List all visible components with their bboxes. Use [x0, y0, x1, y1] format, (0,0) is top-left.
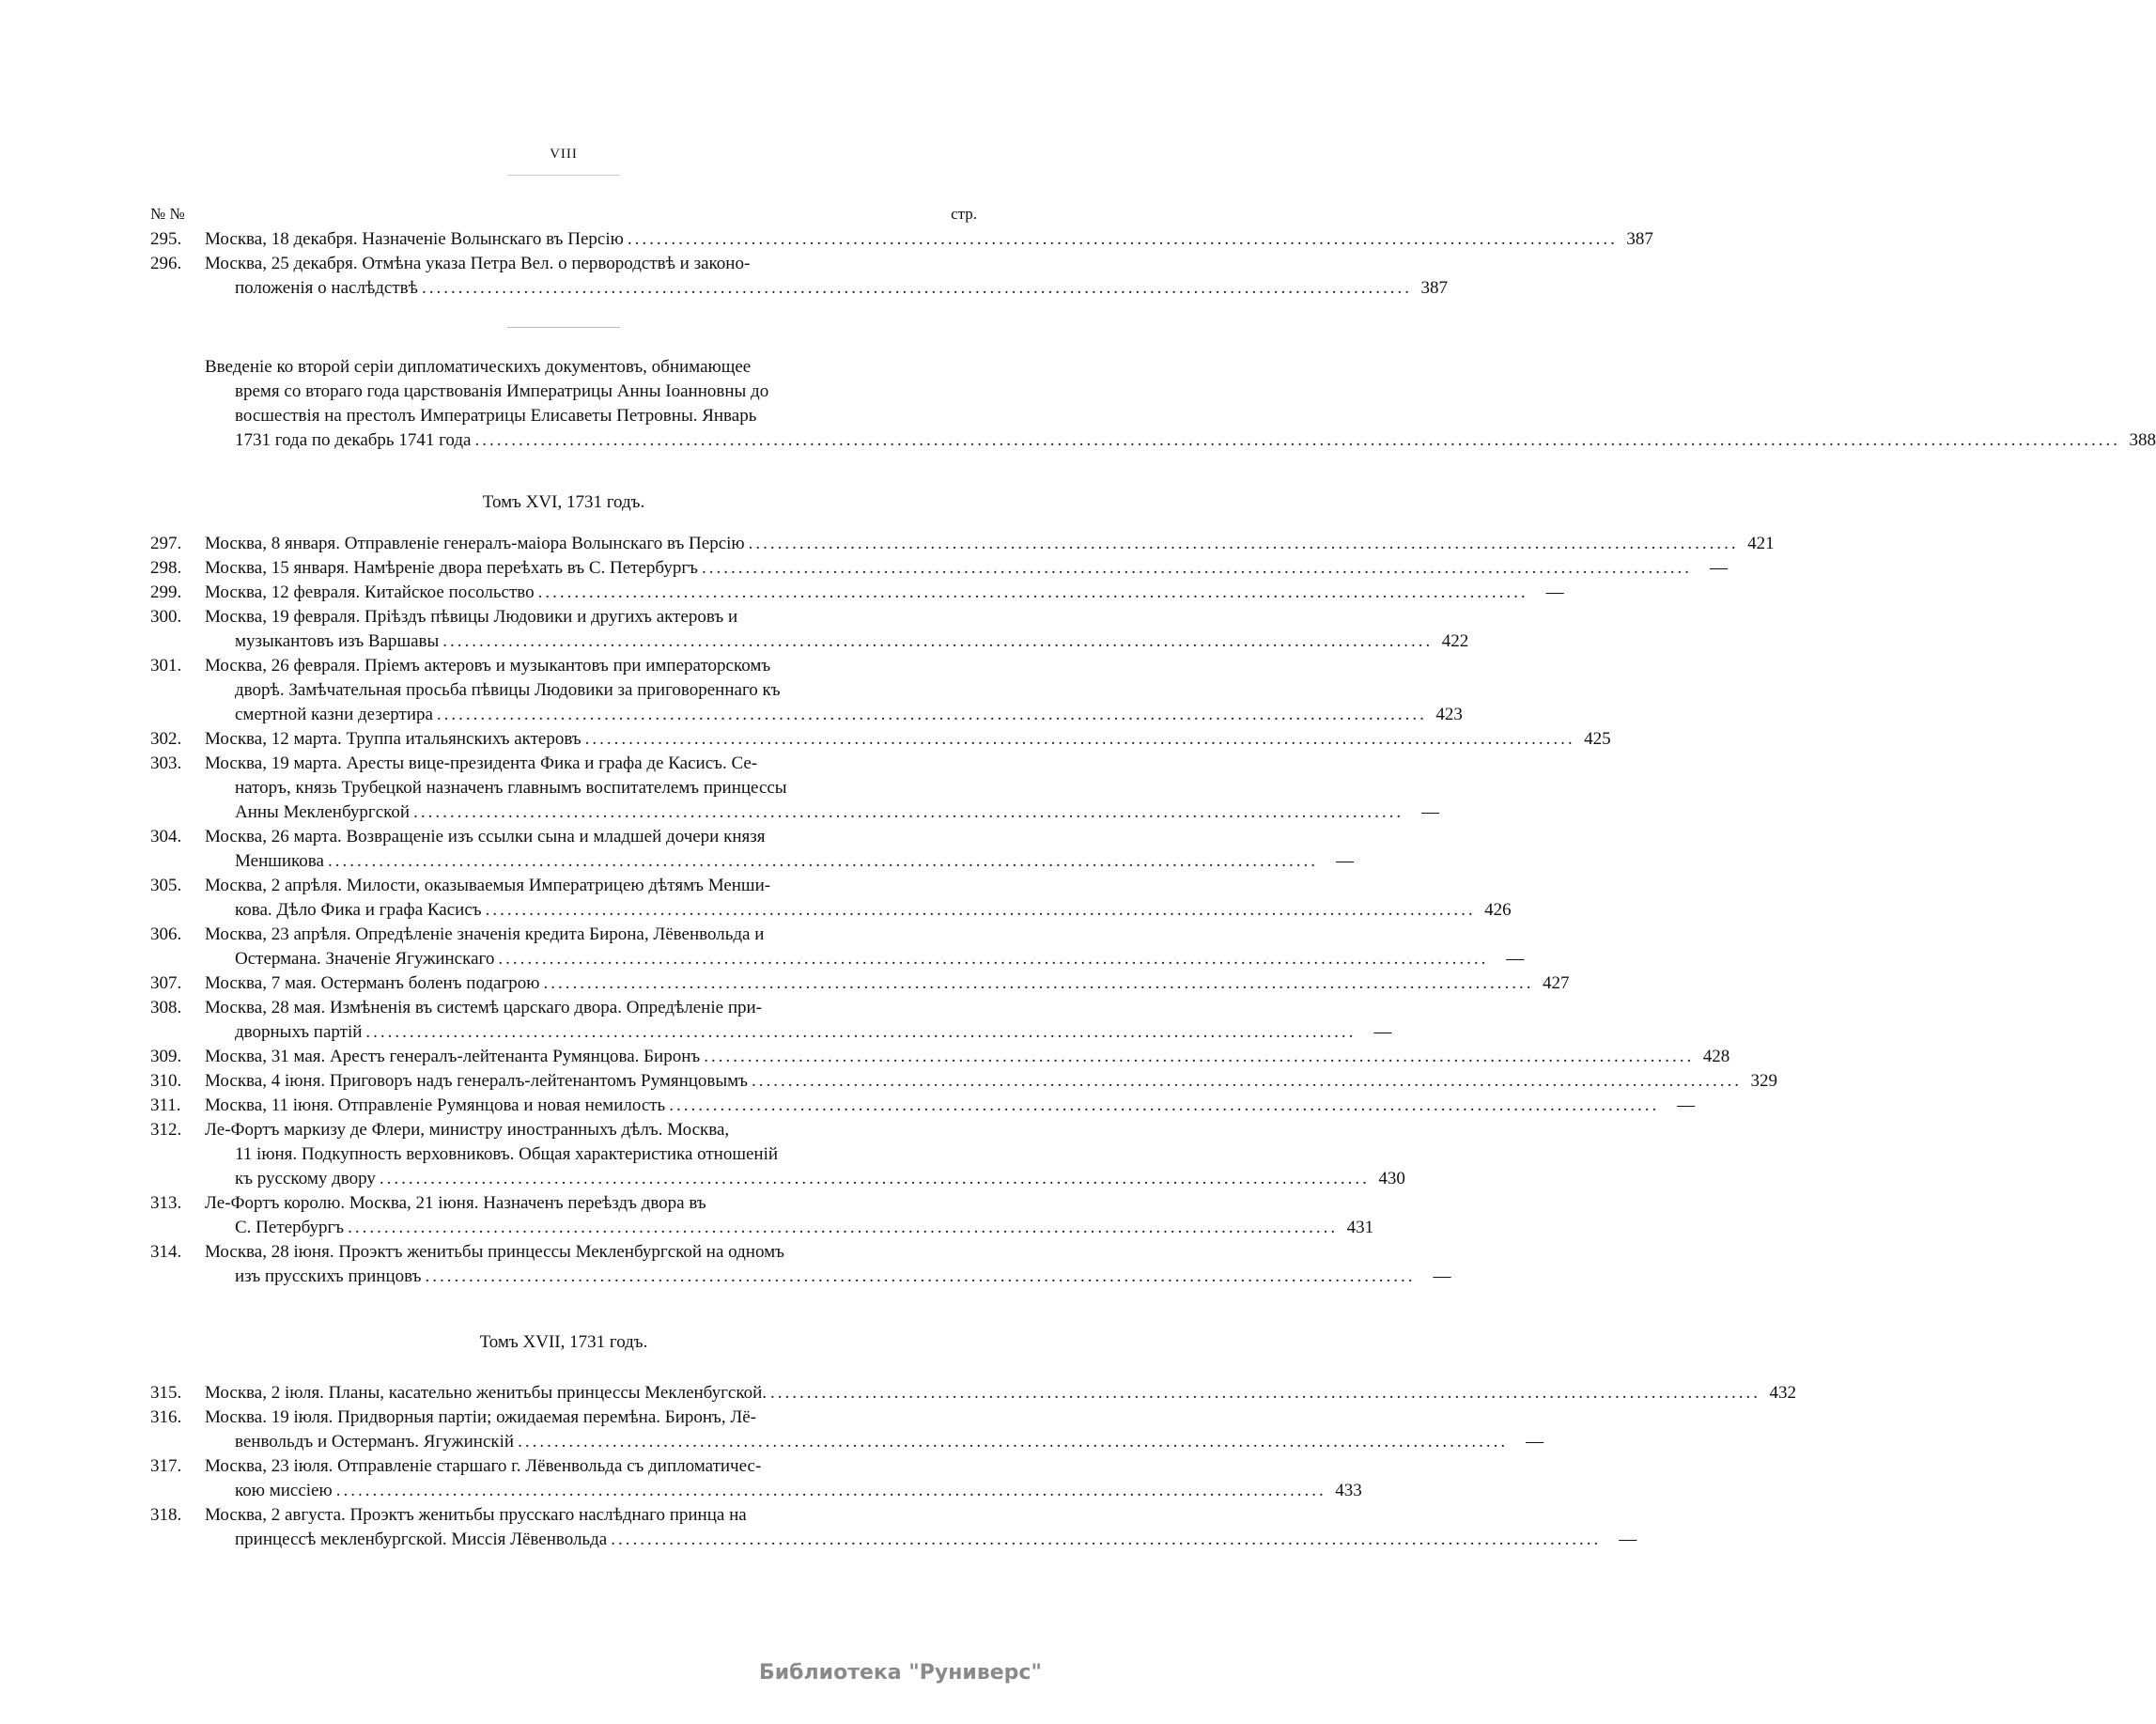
entry-number: 310.: [150, 1071, 182, 1091]
entry-body: [205, 581, 1564, 605]
entry-line: [205, 1045, 1730, 1069]
entry-body: [205, 971, 1570, 996]
entry-body: [205, 1094, 1696, 1118]
entry-number: 303.: [150, 753, 182, 773]
entry-page: 425: [1584, 729, 1611, 749]
page-number-rule: [507, 175, 620, 176]
entry-line: [205, 1479, 1362, 1503]
toc-entries-tom-17: [150, 1381, 1797, 1552]
entry-line: [205, 556, 1728, 581]
entry-body: [205, 532, 1775, 556]
entry-page: 426: [1484, 900, 1512, 920]
entry-body: [205, 874, 1512, 923]
entry-text: Остермана. Значеніе Ягужинскаго: [235, 949, 495, 969]
entry-text: смертной казни дезертира: [235, 705, 433, 724]
toc-entries-top: [150, 227, 1653, 301]
entry-number: 314.: [150, 1242, 182, 1262]
library-watermark: Библиотека "Руниверс": [759, 1661, 1042, 1685]
intro-line: восшествія на престолъ Императрицы Елисаветы Петровны. Январь: [235, 406, 757, 426]
entry-number: 307.: [150, 973, 182, 993]
leader-dots: [611, 1528, 1601, 1552]
entry-page: —: [1709, 558, 1728, 578]
section-title-tom-17: Томъ XVII, 1731 годъ.: [479, 1332, 648, 1352]
entry-line: [205, 276, 1448, 301]
entry-text: венвольдъ и Остерманъ. Ягужинскій: [235, 1432, 515, 1452]
entry-text: къ русскому двору: [235, 1169, 376, 1188]
toc-entry: [150, 1381, 1797, 1406]
entry-body: [205, 605, 1469, 654]
entry-number: 313.: [150, 1193, 182, 1213]
entry-body: [205, 1381, 1797, 1406]
entry-body: [205, 654, 1463, 727]
toc-entry: [150, 1454, 1362, 1503]
entry-number: 302.: [150, 729, 182, 749]
number-column-label: № №: [150, 205, 185, 223]
toc-entry: [150, 1045, 1730, 1069]
entry-page: 428: [1702, 1047, 1730, 1066]
leader-dots: [437, 703, 1427, 727]
introduction-entry: [205, 355, 2156, 453]
entry-body: [205, 1240, 1451, 1289]
entry-text: музыкантовъ изъ Варшавы: [235, 631, 440, 651]
entry-text: Москва, 8 января. Отправленіе генералъ-маіора Волынскаго въ Персію: [205, 534, 745, 553]
entry-text: Москва, 12 марта. Труппа итальянскихъ актеровъ: [205, 729, 582, 749]
section-title-tom-16: Томъ XVI, 1731 годъ.: [482, 492, 645, 512]
entry-body: [205, 1406, 1544, 1454]
leader-dots: [328, 849, 1318, 874]
leader-dots: [704, 1045, 1694, 1069]
toc-entry: [150, 581, 1564, 605]
entry-text: Меншикова: [235, 851, 324, 871]
intro-page: 388: [2129, 430, 2156, 450]
toc-entry: [150, 1191, 1374, 1240]
toc-entry: [150, 1069, 1777, 1094]
entry-line: [205, 1430, 1544, 1454]
entry-body: [205, 556, 1728, 581]
toc-entry: [150, 971, 1570, 996]
entry-text: Москва, 15 января. Намѣреніе двора переѣхать въ С. Петербургъ: [205, 558, 698, 578]
leader-dots: [336, 1479, 1326, 1503]
toc-entry: [150, 252, 1448, 301]
intro-line: 1731 года по декабрь 1741 года: [235, 430, 472, 450]
toc-entry: [150, 1406, 1544, 1454]
entry-line: Москва, 26 марта. Возвращеніе изъ ссылки сына и младшей дочери князя: [205, 827, 766, 846]
entry-page: 427: [1542, 973, 1570, 993]
toc-entry: [150, 605, 1469, 654]
entry-body: [205, 1069, 1777, 1094]
entry-page: —: [1619, 1530, 1637, 1549]
entry-line: наторъ, князь Трубецкой назначенъ главнымъ воспитателемъ принцессы: [235, 778, 787, 798]
entry-page: —: [1373, 1022, 1392, 1042]
entry-number: 306.: [150, 924, 182, 944]
leader-dots: [413, 800, 1404, 825]
entry-page: —: [1421, 802, 1440, 822]
entry-body: [205, 996, 1392, 1045]
leader-dots: [543, 971, 1533, 996]
entry-number: 317.: [150, 1456, 182, 1476]
intro-line: время со втораго года царствованія Императрицы Анны Іоанновны до: [235, 381, 769, 401]
leader-dots: [422, 276, 1412, 301]
entry-line: [205, 1167, 1405, 1191]
entry-page: 433: [1335, 1481, 1362, 1500]
entry-number: 308.: [150, 998, 182, 1017]
leader-dots: [365, 1020, 1356, 1045]
entry-page: —: [1335, 851, 1354, 871]
entry-body: [205, 1191, 1374, 1240]
entry-page: 422: [1441, 631, 1469, 651]
entry-line: Москва, 19 февраля. Пріѣздъ пѣвицы Людовики и другихъ актеровъ и: [205, 607, 738, 627]
toc-entry: [150, 1118, 1405, 1191]
entry-line: 11 іюня. Подкупность верховниковъ. Общая характеристика отношеній: [235, 1144, 779, 1164]
entry-line: Москва, 26 февраля. Пріемъ актеровъ и музыкантовъ при императорскомъ: [205, 656, 771, 676]
entry-number: 305.: [150, 876, 182, 895]
leader-dots: [348, 1216, 1338, 1240]
entry-number: 316.: [150, 1407, 182, 1427]
entry-text: Москва, 11 іюня. Отправленіе Румянцова и новая немилость: [205, 1095, 666, 1115]
toc-entry: [150, 654, 1463, 727]
entry-page: 423: [1435, 705, 1463, 724]
intro-last-line: [205, 428, 2156, 453]
entry-text: Москва, 18 декабря. Назначеніе Волынскаго въ Персію: [205, 229, 624, 249]
toc-entry: [150, 825, 1354, 874]
entry-line: Москва, 28 мая. Измѣненія въ системѣ царскаго двора. Опредѣленіе при-: [205, 998, 762, 1017]
entry-number: 301.: [150, 656, 182, 676]
page-column-label: стр.: [951, 205, 977, 223]
entry-body: [205, 1045, 1730, 1069]
toc-entry: [150, 556, 1728, 581]
entry-text: Москва, 7 мая. Остерманъ боленъ подагрою: [205, 973, 540, 993]
entry-number: 297.: [150, 534, 182, 553]
entry-text: принцессѣ мекленбургской. Миссія Лёвенвольда: [235, 1530, 608, 1549]
entry-number: 311.: [150, 1095, 181, 1115]
toc-entry: [150, 727, 1611, 752]
column-header: [150, 205, 977, 224]
entry-line: [205, 800, 1440, 825]
leader-dots: [669, 1094, 1659, 1118]
entry-body: [205, 252, 1448, 301]
entry-line: Москва, 23 апрѣля. Опредѣленіе значенія кредита Бирона, Лёвенвольда и: [205, 924, 765, 944]
entry-text: изъ прусскихъ принцовъ: [235, 1266, 422, 1286]
entry-text: Анны Мекленбургской: [235, 802, 411, 822]
entry-line: Москва, 2 апрѣля. Милости, оказываемыя Императрицею дѣтямъ Менши-: [205, 876, 771, 895]
entry-number: 296.: [150, 254, 182, 273]
entry-number: 295.: [150, 229, 182, 249]
entry-line: [205, 849, 1354, 874]
entry-line: [205, 629, 1469, 654]
entry-body: [205, 1454, 1362, 1503]
entry-number: 298.: [150, 558, 182, 578]
entry-body: [205, 727, 1611, 752]
entry-text: Москва, 31 мая. Арестъ генералъ-лейтенанта Румянцова. Биронъ: [205, 1047, 701, 1066]
entry-page: 421: [1747, 534, 1775, 553]
leader-dots: [770, 1381, 1760, 1406]
toc-entry: [150, 1240, 1451, 1289]
toc-entry: [150, 532, 1775, 556]
entry-text: Москва, 2 іюля. Планы, касательно женитьбы принцессы Мекленбугской.: [205, 1383, 768, 1403]
entry-body: [205, 227, 1653, 252]
entry-page: —: [1433, 1266, 1451, 1286]
entry-number: 315.: [150, 1383, 182, 1403]
leader-dots: [486, 898, 1476, 923]
entry-number: 299.: [150, 582, 182, 602]
entry-line: [205, 1020, 1392, 1045]
intro-line: Введеніе ко второй серіи дипломатическихъ документовъ, обнимающее: [205, 357, 752, 377]
toc-entry: [150, 1503, 1637, 1552]
entry-line: [205, 1069, 1777, 1094]
entry-body: [205, 1118, 1405, 1191]
entry-text: кою миссіею: [235, 1481, 333, 1500]
leader-dots: [538, 581, 1528, 605]
toc-entry: [150, 1094, 1696, 1118]
leader-dots: ..... ..........................................................................................: [474, 428, 2120, 453]
entry-text: кова. Дѣло Фика и графа Касисъ: [235, 900, 482, 920]
toc-entry: [150, 996, 1392, 1045]
entry-page: 387: [1626, 229, 1653, 249]
leader-dots: [518, 1430, 1508, 1454]
entry-line: Москва, 25 декабря. Отмѣна указа Петра Вел. о первородствѣ и законо-: [205, 254, 751, 273]
entry-line: [205, 532, 1775, 556]
entry-line: [205, 703, 1463, 727]
toc-entries-tom-16: [150, 532, 1777, 1289]
entry-page: —: [1677, 1095, 1696, 1115]
entry-line: [205, 1381, 1797, 1406]
entry-page: —: [1545, 582, 1564, 602]
toc-entry: [150, 752, 1440, 825]
entry-line: [205, 727, 1611, 752]
entry-page: —: [1526, 1432, 1544, 1452]
entry-page: 431: [1346, 1218, 1374, 1237]
entry-text: дворныхъ партій: [235, 1022, 363, 1042]
entry-number: 318.: [150, 1505, 182, 1525]
entry-page: —: [1506, 949, 1525, 969]
leader-dots: [442, 629, 1433, 654]
entry-line: [205, 581, 1564, 605]
entry-line: Москва. 19 іюля. Придворныя партіи; ожидаемая перемѣна. Биронъ, Лё-: [205, 1407, 756, 1427]
toc-entry: [150, 874, 1512, 923]
entry-line: [205, 1216, 1374, 1240]
page-number: VIII: [550, 147, 578, 162]
leader-dots: [425, 1265, 1415, 1289]
entry-body: [205, 752, 1440, 825]
entry-line: [205, 947, 1525, 971]
entry-page: 432: [1769, 1383, 1797, 1403]
leader-dots: [498, 947, 1488, 971]
leader-dots: [585, 727, 1575, 752]
entry-line: [205, 227, 1653, 252]
entry-line: Ле-Фортъ королю. Москва, 21 іюня. Назначенъ переѣздъ двора въ: [205, 1193, 706, 1213]
entry-text: Москва, 4 іюня. Приговоръ надъ генералъ-лейтенантомъ Румянцовымъ: [205, 1071, 748, 1091]
leader-dots: [749, 532, 1739, 556]
entry-page: 387: [1420, 278, 1448, 298]
toc-entry: [150, 923, 1525, 971]
entry-line: [205, 971, 1570, 996]
toc-entry: [150, 227, 1653, 252]
entry-page: 329: [1750, 1071, 1777, 1091]
entry-text: С. Петербургъ: [235, 1218, 345, 1237]
entry-line: [205, 1265, 1451, 1289]
entry-number: 312.: [150, 1120, 182, 1140]
entry-body: [205, 923, 1525, 971]
leader-dots: [380, 1167, 1370, 1191]
entry-line: дворѣ. Замѣчательная просьба пѣвицы Людовики за приговореннаго къ: [235, 680, 781, 700]
entry-number: 309.: [150, 1047, 182, 1066]
section-divider: [507, 327, 620, 328]
entry-line: [205, 1528, 1637, 1552]
entry-line: Ле-Фортъ маркизу де Флери, министру иностранныхъ дѣлъ. Москва,: [205, 1120, 730, 1140]
entry-body: [205, 825, 1354, 874]
leader-dots: [752, 1069, 1742, 1094]
entry-line: Москва, 28 іюня. Проэктъ женитьбы принцессы Мекленбургской на одномъ: [205, 1242, 784, 1262]
entry-line: Москва, 19 марта. Аресты вице-президента Фика и графа де Касисъ. Се-: [205, 753, 758, 773]
entry-line: [205, 898, 1512, 923]
entry-text: положенія о наслѣдствѣ: [235, 278, 418, 298]
leader-dots: [628, 227, 1618, 252]
leader-dots: [702, 556, 1692, 581]
entry-number: 300.: [150, 607, 182, 627]
entry-body: [205, 1503, 1637, 1552]
entry-number: 304.: [150, 827, 182, 846]
entry-page: 430: [1378, 1169, 1405, 1188]
entry-text: Москва, 12 февраля. Китайское посольство: [205, 582, 535, 602]
entry-line: Москва, 23 іюля. Отправленіе старшаго г. Лёвенвольда съ дипломатичес-: [205, 1456, 762, 1476]
entry-line: [205, 1094, 1696, 1118]
entry-line: Москва, 2 августа. Проэктъ женитьбы прусскаго наслѣднаго принца на: [205, 1505, 747, 1525]
